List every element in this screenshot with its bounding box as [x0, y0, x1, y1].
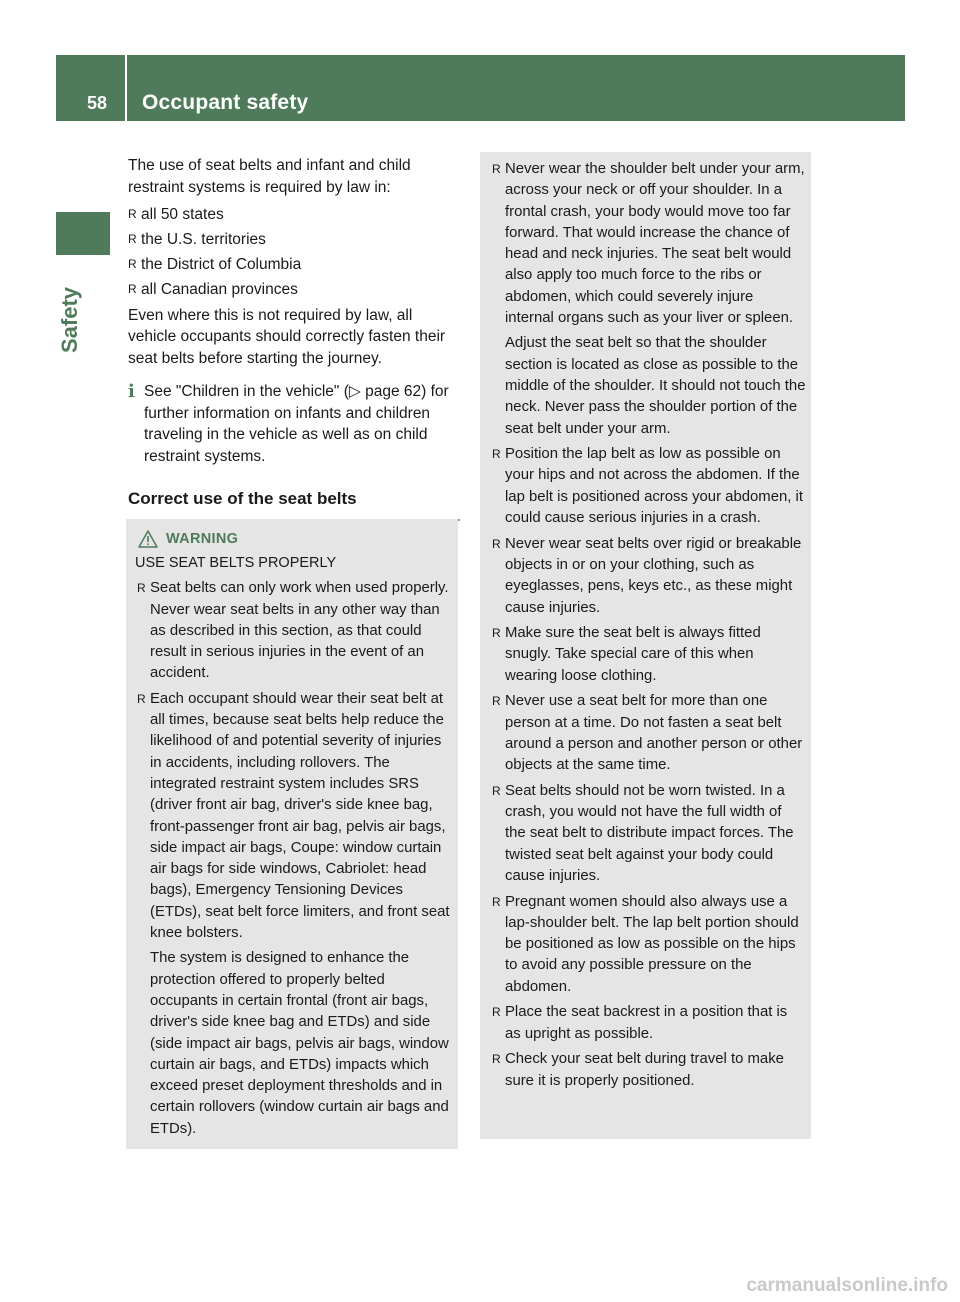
list-item: R Never wear the shoulder belt under your arm, across your neck or off your shoulder. In a frontal crash, your body would move too far forward. That would increase the chance of head and neck injuries. The seat belt would also apply too much force to the ribs or abdomen, which could severely injure internal organs such as your liver or spleen. Adjust the seat belt so that the shoulder section is located as close as possible to the middle of the shoulder. It should not touch the neck. Never pass the shoulder portion of the seat belt under your arm. [492, 161, 806, 437]
warning-label: WARNING [166, 531, 239, 547]
bullet-marker: R [492, 626, 501, 641]
intro-closing: Even where this is not required by law, all vehicle occupants should correctly fasten their seat belts before starting the journey. [128, 306, 446, 367]
warning-list [135, 578, 453, 1140]
list-item: R Pregnant women should also always use a lap-shoulder belt. The lap belt portion should be positioned as low as possible on the hips to avoid any possible pressure on the abdomen. [492, 893, 799, 995]
footer-watermark: carmanualsonline.info [746, 1275, 948, 1296]
bullet-marker: R [137, 691, 146, 706]
bullet-marker: R [128, 207, 137, 221]
list-item: R the District of Columbia [128, 254, 460, 276]
section-heading: Correct use of the seat belts [128, 488, 460, 521]
bullet-marker: R [492, 1052, 501, 1067]
section-title: Occupant safety [142, 91, 309, 114]
left-column [128, 155, 460, 521]
side-section-label: Safety [57, 286, 82, 354]
warning-triangle-icon [138, 530, 158, 548]
list-item: R Never wear seat belts over rigid or breakable objects in or on your clothing, such as eyeglasses, pens, keys etc., as these might cause injuries. [492, 535, 802, 616]
info-note [128, 381, 460, 467]
bullet-marker: R [492, 162, 501, 176]
list-item: R Position the lap belt as low as possible on your hips and not across the abdomen. If the lap belt is positioned across your abdomen, it could cause serious injuries in a crash. [492, 446, 803, 527]
warning-header [138, 528, 453, 550]
list-item: R Never use a seat belt for more than one person at a time. Do not fasten a seat belt around a person and another person or other objects at the same time. [492, 693, 803, 774]
side-tab-marker [56, 212, 110, 255]
jurisdiction-list [128, 204, 460, 301]
list-item: R all Canadian provinces [128, 279, 460, 301]
intro-text: The use of seat belts and infant and child restraint systems is required by law in: [128, 157, 411, 196]
page-number: 58 [87, 93, 108, 113]
list-item: R Place the seat backrest in a position that is as upright as possible. [492, 1004, 788, 1042]
bullet-marker: R [492, 783, 501, 798]
bullet-marker: R [128, 257, 137, 271]
list-item: R Seat belts can only work when used properly. Never wear seat belts in any other way than as described in this section, as that could result in serious injuries in the event of an accident. [137, 580, 449, 682]
info-icon: i [128, 381, 135, 402]
bullet-marker: R [128, 232, 137, 246]
header-divider [125, 55, 127, 121]
warning-box [126, 519, 458, 1149]
warning-subtitle: USE SEAT BELTS PROPERLY [135, 555, 337, 571]
list-item: R Check your seat belt during travel to make sure it is properly positioned. [492, 1051, 784, 1089]
seat-belt-instructions-list [490, 159, 806, 1092]
info-note-text: See "Children in the vehicle" (▷ page 62) for further information on infants and children traveling in the vehicle as well as on child restraint systems. [144, 383, 449, 465]
bullet-marker: R [128, 282, 137, 296]
bullet-marker: R [492, 1005, 501, 1020]
list-item: R Each occupant should wear their seat belt at all times, because seat belts help reduce the likelihood of and potential severity of injuries in accidents, including rollovers. The integrated restraint system includes SRS (driver front air bag, driver's side knee bag, front-passenger front air bag, pelvis air bags, side impact air bags, Coupe: window curtain air bags for side windows, Cabriolet: head bags), Emergency Tensioning Devices (ETDs), seat belt force limiters, and front seat knee bolsters. The system is designed to enhance the protection offered to properly belted occupants in certain frontal (front air bags, driver's side knee bag and ETDs) and side (side impact air bags, pelvis air bags, window curtain air bags, and ETDs) impacts which exceed preset deployment thresholds and in certain rollovers (window curtain air bags and ETDs). [137, 690, 450, 1137]
list-item: R all 50 states [128, 204, 460, 226]
bullet-marker: R [492, 536, 501, 551]
list-item: R the U.S. territories [128, 229, 460, 251]
bullet-marker: R [492, 447, 501, 462]
list-item: R Make sure the seat belt is always fitted snugly. Take special care of this when wearing loose clothing. [492, 625, 761, 684]
list-item: R Seat belts should not be worn twisted. In a crash, you would not have the full width of the seat belt to distribute impact forces. The twisted seat belt against your body could cause injuries. [492, 782, 794, 884]
page-header [56, 55, 905, 121]
bullet-marker: R [492, 894, 501, 909]
bullet-marker: R [137, 581, 146, 596]
bullet-marker: R [492, 694, 501, 709]
right-column-box [480, 152, 811, 1139]
